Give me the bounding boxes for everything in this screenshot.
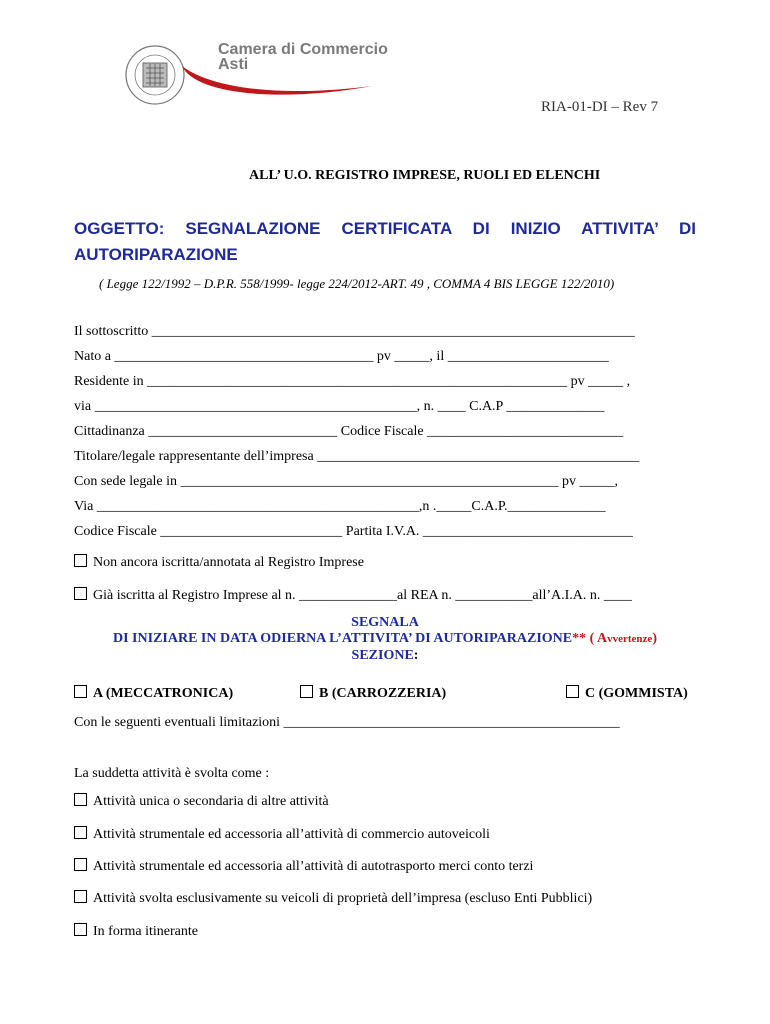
checkbox[interactable] [74,587,87,600]
option-label: In forma itinerante [93,924,198,939]
field-citizenship[interactable]: Cittadinanza ___________________________ Codice Fiscale ____________________________ [74,424,624,439]
activity-option-4[interactable] [74,890,592,907]
chamber-name [218,42,388,72]
field-birthplace[interactable]: Nato a _____________________________________ pv _____, il _______________________ [74,349,609,364]
checkbox[interactable] [566,685,579,698]
addressee: ALL’ U.O. REGISTRO IMPRESE, RUOLI ED ELENCHI [249,168,601,183]
checkbox[interactable] [74,858,87,871]
warnings-note-c: ) [652,631,657,646]
option-label: Attività unica o secondaria di altre attività [93,794,329,809]
warnings-note-a: ** ( A [572,631,608,646]
checkbox[interactable] [300,685,313,698]
option-label: Attività svolta esclusivamente su veicoli di proprietà dell’impresa (escluso Enti Pubblici) [93,891,593,906]
warnings-note-b: vvertenze [607,633,653,645]
option-label: Già iscritta al Registro Imprese al n. ______________al REA n. ___________all’A.I.A. n. ____ [93,588,632,603]
field-residence[interactable]: Residente in ____________________________________________________________ pv _____ , [74,374,631,389]
subject-line-2: AUTORIPARAZIONE [74,245,238,264]
option-label: Attività strumentale ed accessoria all’attività di commercio autoveicoli [93,827,490,842]
section-b-option[interactable] [300,685,446,702]
field-company-representative[interactable]: Titolare/legale rappresentante dell’impresa ______________________________________________ [74,449,640,464]
sezione-colon: : [413,648,419,663]
option-label: Non ancora iscritta/annotata al Registro Imprese [93,555,364,570]
activity-option-1[interactable] [74,793,329,810]
activity-option-5[interactable] [74,923,198,940]
checkbox[interactable] [74,826,87,839]
checkbox[interactable] [74,923,87,936]
field-company-address[interactable]: Via ______________________________________________,n ._____C.A.P.______________ [74,499,606,514]
activity-option-2[interactable] [74,826,490,843]
activity-option-3[interactable] [74,858,533,875]
field-limitations[interactable]: Con le seguenti eventuali limitazioni ________________________________________________ [74,715,620,730]
section-c-option[interactable] [566,685,688,702]
option-label: Attività strumentale ed accessoria all’attività di autotrasporto merci conto terzi [93,859,534,874]
checkbox[interactable] [74,685,87,698]
segnala-statement [0,631,770,647]
option-registered[interactable] [74,587,632,604]
section-c-label: C (GOMMISTA) [585,686,688,701]
field-address[interactable]: via ______________________________________________, n. ____ C.A.P ______________ [74,399,605,414]
segnala-title: SEGNALA [351,615,419,630]
subject-line-1: OGGETTO: SEGNALAZIONE CERTIFICATA DI INIZIO ATTIVITA’ DI [74,219,696,238]
section-b-label: B (CARROZZERIA) [319,686,447,701]
activity-intro: La suddetta attività è svolta come : [74,766,270,781]
section-a-option[interactable] [74,685,233,702]
checkbox[interactable] [74,793,87,806]
field-legal-seat[interactable]: Con sede legale in ______________________________________________________ pv _____, [74,474,619,489]
option-not-registered[interactable] [74,554,364,571]
sezione-heading [0,648,770,664]
segnala-main: DI INIZIARE IN DATA ODIERNA L’ATTIVITA’ DI AUTORIPARAZIONE [113,631,573,646]
field-undersigned[interactable]: Il sottoscritto _____________________________________________________________________ [74,324,635,339]
chamber-name-line2: Asti [218,56,249,73]
checkbox[interactable] [74,554,87,567]
section-a-label: A (MECCATRONICA) [93,686,234,701]
chamber-name-line1: Camera di Commercio [218,41,388,58]
field-tax-codes[interactable]: Codice Fiscale __________________________ Partita I.V.A. ______________________________ [74,524,633,539]
sezione-label: SEZIONE [351,648,414,663]
document-reference: RIA-01-DI – Rev 7 [541,99,659,115]
checkbox[interactable] [74,890,87,903]
law-reference: ( Legge 122/1992 – D.P.R. 558/1999- legge 224/2012-ART. 49 , COMMA 4 BIS LEGGE 122/2010) [99,276,615,291]
